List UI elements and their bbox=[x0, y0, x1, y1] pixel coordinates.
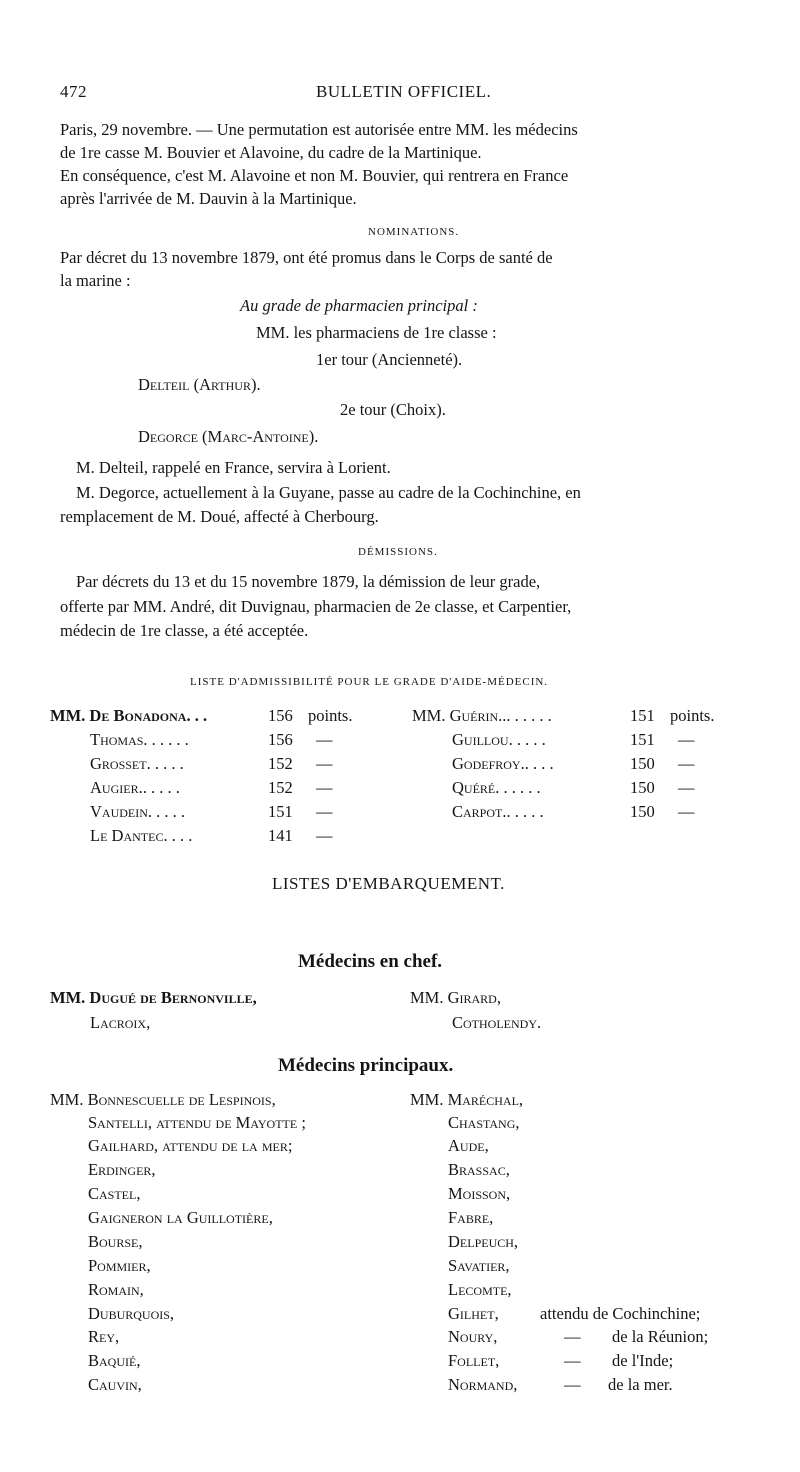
nominations-line: la marine : bbox=[60, 271, 131, 290]
points-unit: — bbox=[316, 826, 333, 845]
officer-name: Noury, bbox=[448, 1327, 498, 1346]
assignment-note: M. Delteil, rappelé en France, servira à Lorient. bbox=[76, 458, 391, 477]
officer-name: Brassac, bbox=[448, 1160, 510, 1179]
assignment-note: M. Degorce, actuellement à la Guyane, passe au cadre de la Cochinchine, en bbox=[76, 483, 581, 502]
candidate-points: 150 bbox=[630, 778, 655, 797]
intro-line: En conséquence, c'est M. Alavoine et non M. Bouvier, qui rentrera en France bbox=[60, 166, 569, 185]
points-unit: — bbox=[678, 802, 695, 821]
points-unit: — bbox=[678, 778, 695, 797]
candidate-points: 156 bbox=[268, 730, 293, 749]
candidate-name: MM. De Bonadona. . . bbox=[50, 706, 208, 725]
officer-name: Fabre, bbox=[448, 1208, 494, 1227]
candidate-name: Carpot.. . . . . bbox=[452, 802, 544, 821]
officer-name: Gailhard, attendu de la mer; bbox=[88, 1136, 293, 1155]
promoted-name: Degorce (Marc-Antoine). bbox=[138, 427, 319, 446]
officer-name: Lacroix, bbox=[90, 1013, 151, 1032]
ditto-dash: — bbox=[564, 1351, 581, 1370]
points-unit: — bbox=[316, 802, 333, 821]
page-title: BULLETIN OFFICIEL. bbox=[316, 82, 492, 101]
demissions-line: médecin de 1re classe, a été acceptée. bbox=[60, 621, 309, 640]
posting-note: attendu de Cochinchine; bbox=[540, 1304, 701, 1323]
tour-label: 2e tour (Choix). bbox=[340, 400, 446, 419]
candidate-name: Quéré. . . . . . bbox=[452, 778, 541, 797]
candidate-points: 150 bbox=[630, 754, 655, 773]
candidate-points: 156 bbox=[268, 706, 293, 725]
candidate-name: Godefroy.. . . . bbox=[452, 754, 554, 773]
posting-note: de l'Inde; bbox=[612, 1351, 674, 1370]
candidate-name: Grosset. . . . . bbox=[90, 754, 184, 773]
ditto-dash: — bbox=[564, 1375, 581, 1394]
points-unit: — bbox=[316, 754, 333, 773]
officer-name: Castel, bbox=[88, 1184, 141, 1203]
promoted-name: Delteil (Arthur). bbox=[138, 375, 261, 394]
grade-title: Au grade de pharmacien principal : bbox=[240, 296, 478, 315]
officer-name: Aude, bbox=[448, 1136, 489, 1155]
intro-line: Paris, 29 novembre. — Une permutation est autorisée entre MM. les médecins bbox=[60, 120, 578, 139]
candidate-points: 151 bbox=[630, 730, 655, 749]
officer-name: Pommier, bbox=[88, 1256, 151, 1275]
intro-line: après l'arrivée de M. Dauvin à la Martinique. bbox=[60, 189, 357, 208]
section-heading-admissibilite: LISTE D'ADMISSIBILITÉ POUR LE GRADE D'AIDE-MÉDECIN. bbox=[190, 676, 549, 688]
officer-name: MM. Maréchal, bbox=[410, 1090, 524, 1109]
subheading-medecins-principaux: Médecins principaux. bbox=[278, 1055, 454, 1076]
candidate-points: 152 bbox=[268, 778, 293, 797]
candidate-name: Le Dantec. . . . bbox=[90, 826, 193, 845]
candidate-name: Thomas. . . . . . bbox=[90, 730, 189, 749]
officer-name: Normand, bbox=[448, 1375, 518, 1394]
officer-name: Cauvin, bbox=[88, 1375, 142, 1394]
points-unit: points. bbox=[308, 706, 353, 725]
officer-name: Baquié, bbox=[88, 1351, 141, 1370]
officer-name: Rey, bbox=[88, 1327, 120, 1346]
intro-line: de 1re casse M. Bouvier et Alavoine, du cadre de la Martinique. bbox=[60, 143, 482, 162]
section-heading-demissions: DÉMISSIONS. bbox=[358, 546, 438, 558]
candidate-name: Vaudein. . . . . bbox=[90, 802, 186, 821]
candidate-points: 151 bbox=[630, 706, 655, 725]
officer-name: Gilhet, bbox=[448, 1304, 499, 1323]
officer-name: Cotholendy. bbox=[452, 1013, 542, 1032]
officer-name: Moisson, bbox=[448, 1184, 511, 1203]
officer-name: Duburquois, bbox=[88, 1304, 175, 1323]
officer-name: Delpeuch, bbox=[448, 1232, 519, 1251]
officer-name: Lecomte, bbox=[448, 1280, 512, 1299]
tour-label: 1er tour (Ancienneté). bbox=[316, 350, 463, 369]
points-unit: — bbox=[678, 754, 695, 773]
posting-note: de la Réunion; bbox=[612, 1327, 709, 1346]
officer-name: Savatier, bbox=[448, 1256, 510, 1275]
officer-name: Romain, bbox=[88, 1280, 144, 1299]
posting-note: de la mer. bbox=[608, 1375, 673, 1394]
officer-name: Erdinger, bbox=[88, 1160, 156, 1179]
page-number: 472 bbox=[60, 82, 87, 101]
points-unit: — bbox=[316, 730, 333, 749]
candidate-name: MM. Guérin... . . . . . bbox=[412, 706, 552, 725]
subheading-medecins-en-chef: Médecins en chef. bbox=[298, 951, 443, 972]
officer-name: Follet, bbox=[448, 1351, 500, 1370]
points-unit: — bbox=[316, 778, 333, 797]
demissions-line: Par décrets du 13 et du 15 novembre 1879, la démission de leur grade, bbox=[76, 572, 541, 591]
nominations-line: Par décret du 13 novembre 1879, ont été promus dans le Corps de santé de bbox=[60, 248, 553, 267]
candidate-points: 150 bbox=[630, 802, 655, 821]
demissions-line: offerte par MM. André, dit Duvignau, pharmacien de 2e classe, et Carpentier, bbox=[60, 597, 572, 616]
section-heading-embarquement: LISTES D'EMBARQUEMENT. bbox=[272, 874, 505, 893]
pharmaciens-line: MM. les pharmaciens de 1re classe : bbox=[256, 323, 497, 342]
candidate-points: 151 bbox=[268, 802, 293, 821]
candidate-name: Augier.. . . . . bbox=[90, 778, 180, 797]
officer-name: Gaigneron la Guillotière, bbox=[88, 1208, 273, 1227]
points-unit: points. bbox=[670, 706, 715, 725]
officer-name: Bourse, bbox=[88, 1232, 143, 1251]
candidate-points: 141 bbox=[268, 826, 293, 845]
points-unit: — bbox=[678, 730, 695, 749]
officer-name: Santelli, attendu de Mayotte ; bbox=[88, 1113, 306, 1132]
officer-name: Chastang, bbox=[448, 1113, 520, 1132]
officer-name: MM. Girard, bbox=[410, 988, 501, 1007]
candidate-points: 152 bbox=[268, 754, 293, 773]
ditto-dash: — bbox=[564, 1327, 581, 1346]
candidate-name: Guillou. . . . . bbox=[452, 730, 546, 749]
section-heading-nominations: NOMINATIONS. bbox=[368, 226, 460, 238]
officer-name: MM. Bonnescuelle de Lespinois, bbox=[50, 1090, 276, 1109]
officer-name: MM. Dugué de Bernonville, bbox=[50, 988, 257, 1007]
assignment-note: remplacement de M. Doué, affecté à Cherbourg. bbox=[60, 507, 379, 526]
